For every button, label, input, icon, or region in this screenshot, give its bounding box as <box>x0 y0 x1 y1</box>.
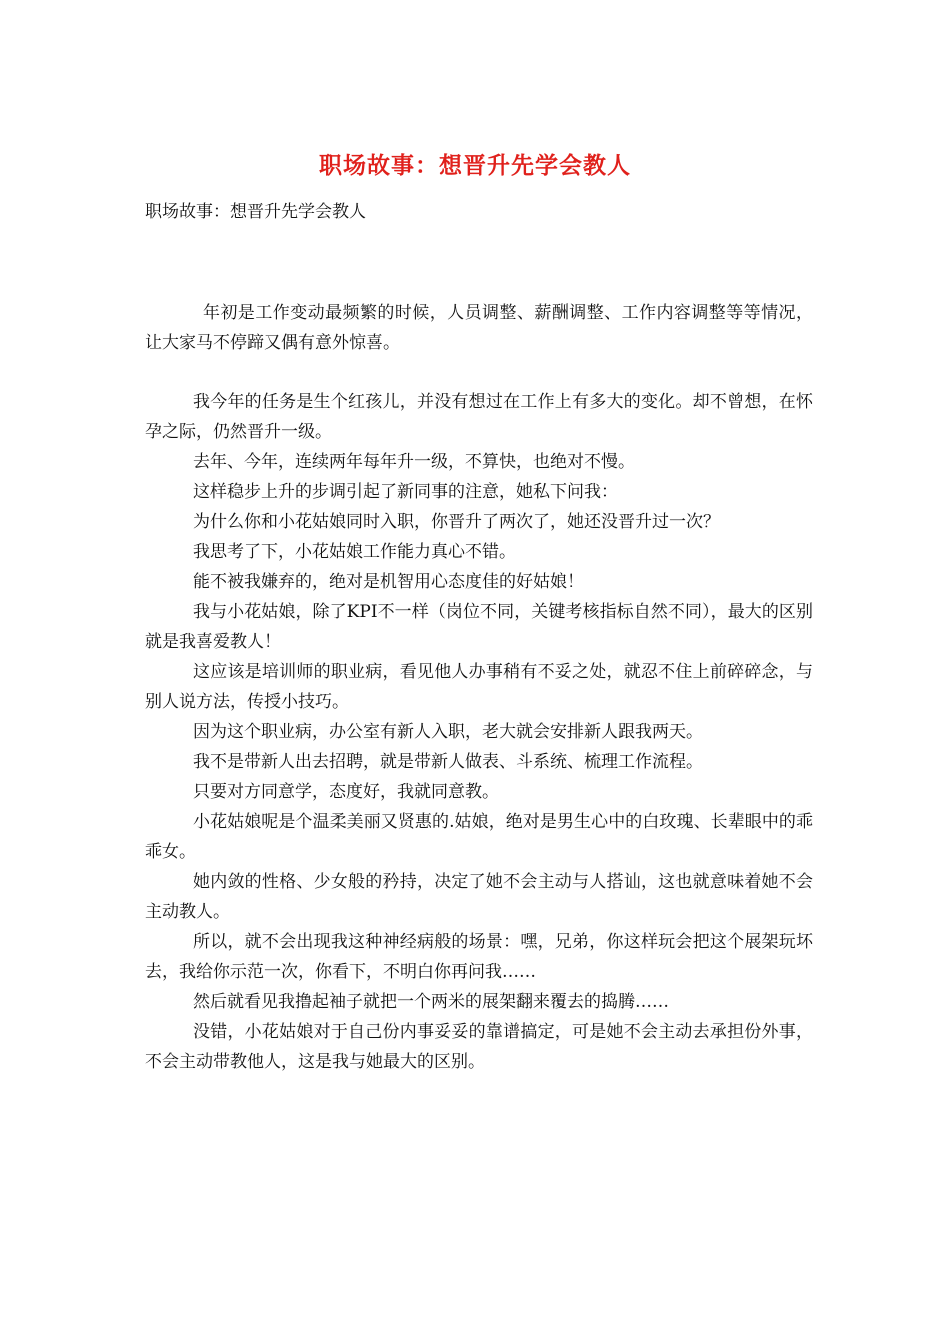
document-subtitle: 职场故事：想晋升先学会教人 <box>145 202 366 222</box>
paragraph: 这样稳步上升的步调引起了新同事的注意，她私下问我： <box>193 482 618 502</box>
paragraph: 没错，小花姑娘对于自己份内事妥妥的靠谱搞定，可是她不会主动去承担份外事，不会主动带教他人，这是我与她最大的区别。 <box>145 1022 813 1072</box>
paragraph: 去年、今年，连续两年每年升一级，不算快，也绝对不慢。 <box>193 452 635 472</box>
paragraph: 为什么你和小花姑娘同时入职，你晋升了两次了，她还没晋升过一次？ <box>193 512 720 532</box>
document-body <box>145 298 813 1077</box>
paragraph: 我思考了下，小花姑娘工作能力真心不错。 <box>193 542 516 562</box>
paragraph: 她内敛的性格、少女般的矜持，决定了她不会主动与人搭讪，这也就意味着她不会主动教人。 <box>145 872 813 922</box>
paragraph: 小花姑娘呢是个温柔美丽又贤惠的.姑娘，绝对是男生心中的白玫瑰、长辈眼中的乖乖女。 <box>145 812 813 862</box>
paragraph: 这应该是培训师的职业病，看见他人办事稍有不妥之处，就忍不住上前碎碎念，与别人说方法，传授小技巧。 <box>145 662 813 712</box>
paragraph-gap <box>145 358 813 387</box>
paragraph: 因为这个职业病，办公室有新人入职，老大就会安排新人跟我两天。 <box>193 722 703 742</box>
paragraph: 所以，就不会出现我这种神经病般的场景：嘿，兄弟，你这样玩会把这个展架玩坏去，我给你示范一次，你看下，不明白你再问我…… <box>145 932 813 982</box>
paragraph: 然后就看见我撸起袖子就把一个两米的展架翻来覆去的捣腾…… <box>193 992 669 1012</box>
paragraph: 年初是工作变动最频繁的时候，人员调整、薪酬调整、工作内容调整等等情况，让大家马不停蹄又偶有意外惊喜。 <box>145 303 813 353</box>
document-title: 职场故事：想晋升先学会教人 <box>319 152 631 179</box>
paragraph: 我今年的任务是生个红孩儿，并没有想过在工作上有多大的变化。却不曾想，在怀孕之际，仍然晋升一级。 <box>145 392 813 442</box>
paragraph: 我不是带新人出去招聘，就是带新人做表、斗系统、梳理工作流程。 <box>193 752 703 772</box>
paragraph: 我与小花姑娘，除了KPI不一样（岗位不同，关键考核指标自然不同），最大的区别就是我喜爱教人！ <box>145 602 813 652</box>
paragraph: 只要对方同意学，态度好，我就同意教。 <box>193 782 499 802</box>
paragraph: 能不被我嫌弃的，绝对是机智用心态度佳的好姑娘！ <box>193 572 584 592</box>
